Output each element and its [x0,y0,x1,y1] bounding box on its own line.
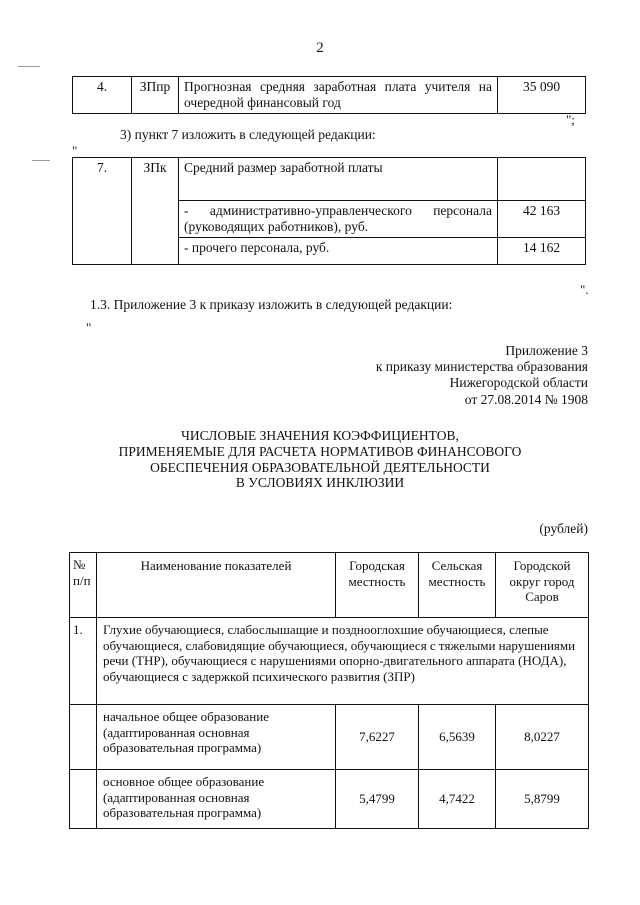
row-number: 4. [73,77,132,114]
title-line: ОБЕСПЕЧЕНИЯ ОБРАЗОВАТЕЛЬНОЙ ДЕЯТЕЛЬНОСТИ [150,459,490,475]
header-sarov: Городской округ город Саров [496,553,589,618]
table-row [70,705,589,770]
appendix-line: от 27.08.2014 № 1908 [464,391,588,407]
table-row [73,77,586,114]
indicator-value: 35 090 [498,77,586,114]
header-num: № п/п [70,553,97,618]
table-average-salary [72,157,586,265]
value-rural: 6,5639 [419,705,496,770]
page-number: 2 [316,40,324,56]
indicator-header: Средний размер заработной платы [179,158,498,201]
indicator-text-line: (руководящих работников), руб. [184,218,369,234]
point-3-text: 3) пункт 7 изложить в следующей редакции: [120,127,376,142]
appendix-line: Нижегородской области [449,375,588,391]
indicator-text: - прочего персонала, руб. [179,237,498,264]
section-text: Глухие обучающиеся, слабослышащие и позднооглохшие обучающиеся, слепые обучающиеся, слабовидящие обучающиеся, обучающиеся с тяжелыми нарушениями речи (ТНР), обучающиеся с нарушениями опорно-двигательного аппарата (НОДА), обучающиеся с задержкой психического развития (ЗПР) [97,618,589,705]
closing-quote: "; [566,112,575,127]
table-row [73,158,586,201]
value-sarov: 5,8799 [496,770,589,829]
empty-cell [70,705,97,770]
appendix-reference [376,343,588,408]
closing-quote: ". [580,282,589,297]
table-zp-teacher [72,76,586,114]
indicator-value: 42 163 [498,201,586,238]
indicator-code: ЗПпр [132,77,179,114]
value-rural: 4,7422 [419,770,496,829]
scan-mark [18,66,40,67]
section-num: 1. [70,618,97,705]
indicator-text-line: очередной финансовый год [184,94,341,110]
scan-mark [32,160,50,161]
point-1-3-text: 1.3. Приложение 3 к приказу изложить в следующей редакции: [90,297,453,312]
indicator-text-line: - административно-управленческого персонала [184,203,492,218]
opening-quote: " [86,320,92,335]
empty-cell [70,770,97,829]
row-name: основное общее образование (адаптированная основная образовательная программа) [97,770,336,829]
document-title [0,428,640,491]
header-city: Городская местность [336,553,419,618]
value-sarov: 8,0227 [496,705,589,770]
indicator-code: ЗПк [132,158,179,265]
title-line: ПРИМЕНЯЕМЫЕ ДЛЯ РАСЧЕТА НОРМАТИВОВ ФИНАНСОВОГО [118,443,522,459]
row-number: 7. [73,158,132,265]
appendix-line: к приказу министерства образования [375,359,588,375]
table-row [70,770,589,829]
title-line: ЧИСЛОВЫЕ ЗНАЧЕНИЯ КОЭФФИЦИЕНТОВ, [181,428,459,443]
empty-cell [498,158,586,201]
header-rural: Сельская местность [419,553,496,618]
table-row [70,618,589,705]
opening-quote: " [72,143,78,158]
indicator-text [179,201,498,238]
value-city: 7,6227 [336,705,419,770]
coefficients-table [69,552,589,829]
table-header-row [70,553,589,618]
header-name: Наименование показателей [97,553,336,618]
row-name: начальное общее образование (адаптированная основная образовательная программа) [97,705,336,770]
title-line: В УСЛОВИЯХ ИНКЛЮЗИИ [235,475,405,491]
indicator-value: 14 162 [498,237,586,264]
indicator-text [179,77,498,114]
value-city: 5,4799 [336,770,419,829]
units-note: (рублей) [539,521,588,536]
indicator-text-line: Прогнозная средняя заработная плата учителя на [184,79,492,94]
appendix-line: Приложение 3 [505,343,588,358]
